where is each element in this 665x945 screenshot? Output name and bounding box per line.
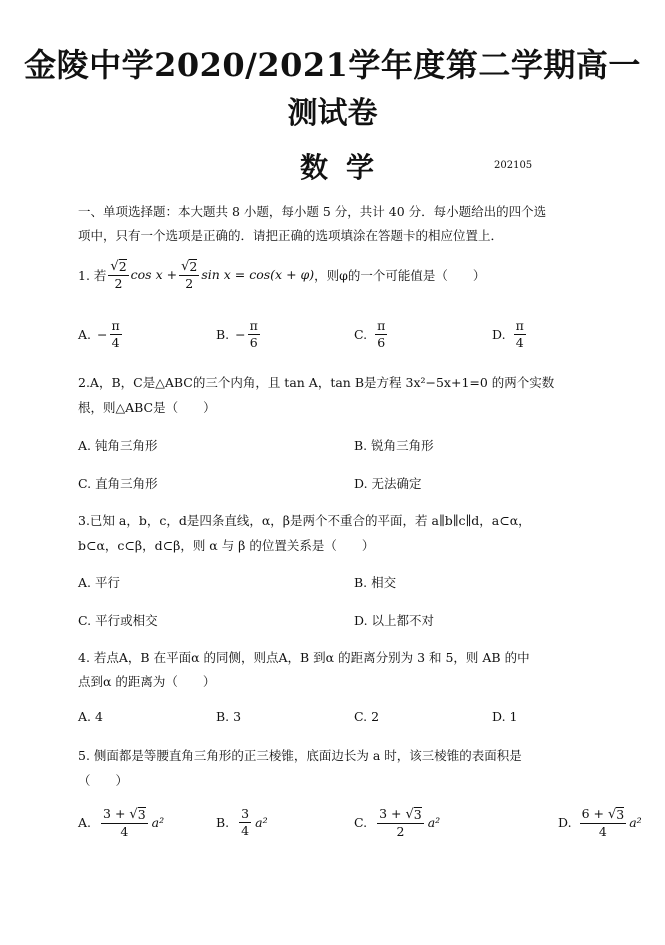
question-5-line1: 5. 侧面都是等腰直角三角形的正三棱锥，底面边长为 a 时，该三棱锥的表面积是 [78,748,522,763]
q1-option-a[interactable]: A. − $\frac{\pi}{4}$ [78,318,120,350]
question-3-line1: 3.已知 a，b，c，d是四条直线，α，β是两个不重合的平面，若 a∥b∥c∥d，a⊂α， [78,513,531,528]
q4-option-a[interactable]: A. 4 [78,709,103,724]
q4-option-c[interactable]: C. 2 [354,709,380,724]
q1-option-d[interactable]: D. $\frac{\pi}{4}$ [492,318,524,350]
question-2-line2: 根，则△ABC是（ ） [78,400,216,415]
q4-option-d[interactable]: D. 1 [492,709,518,724]
exam-title-line2: 测试卷 [287,96,378,131]
exam-title: 金陵中学2020/2021学年度第二学期高一 [24,46,641,84]
q3-option-b[interactable]: B. 相交 [354,575,397,590]
cos-term: cos x + [130,267,178,283]
sin-term: sin x = cos(x + φ) [201,267,315,283]
question-1-number: 1. 若 [78,267,107,283]
q4-option-b[interactable]: B. 3 [216,709,242,724]
q3-option-c[interactable]: C. 平行或相交 [78,613,158,628]
q2-option-c[interactable]: C. 直角三角形 [78,476,158,491]
q5-option-a[interactable]: A. 3 + √ 3 4 a² [78,806,165,840]
question-4-line2: 点到α 的距离为（ ） [78,674,216,689]
fraction-sqrt2-over-2-b: √ 2 2 [181,259,198,292]
exam-date: 202105 [494,160,533,171]
q2-option-a[interactable]: A. 钝角三角形 [78,438,158,453]
section-instructions-line2: 项中，只有一个选项是正确的．请把正确的选项填涂在答题卡的相应位置上． [78,228,504,243]
q2-option-d[interactable]: D. 无法确定 [354,476,422,491]
q2-option-b[interactable]: B. 锐角三角形 [354,438,434,453]
question-4-line1: 4. 若点A，B 在平面α 的同侧，则点A，B 到α 的距离分别为 3 和 5，则 AB 的中 [78,650,530,665]
subject-heading: 数学 [300,151,393,184]
question-5-line2: （ ） [78,773,129,788]
question-1-stem [78,258,485,292]
q3-option-a[interactable]: A. 平行 [78,575,121,590]
fraction-sqrt2-over-2: √ 2 2 [110,259,127,292]
question-3-line2: b⊂α，c⊂β，d⊂β，则 α 与 β 的位置关系是（ ） [78,538,375,553]
q3-option-d[interactable]: D. 以上都不对 [354,613,435,628]
q5-option-d[interactable]: D. 6 + √ 3 4 a² [558,806,642,840]
q5-option-c[interactable]: C. 3 + √ 3 2 a² [354,806,441,840]
question-2-line1: 2.A，B，C是△ABC的三个内角，且 tan A，tan B是方程 3x²−5x+1=0 的两个实数 [78,375,555,390]
question-1-tail: ，则φ的一个可能值是（ ） [314,267,486,283]
section-instructions-line1: 一、单项选择题：本大题共 8 小题，每小题 5 分，共计 40 分．每小题给出的四个选 [78,204,547,219]
q5-option-b[interactable]: B. $\frac{3}{4}$ a² [216,806,268,838]
q1-option-c[interactable]: C. $\frac{\pi}{6}$ [354,318,386,350]
q1-option-b[interactable]: B. − $\frac{\pi}{6}$ [216,318,258,350]
